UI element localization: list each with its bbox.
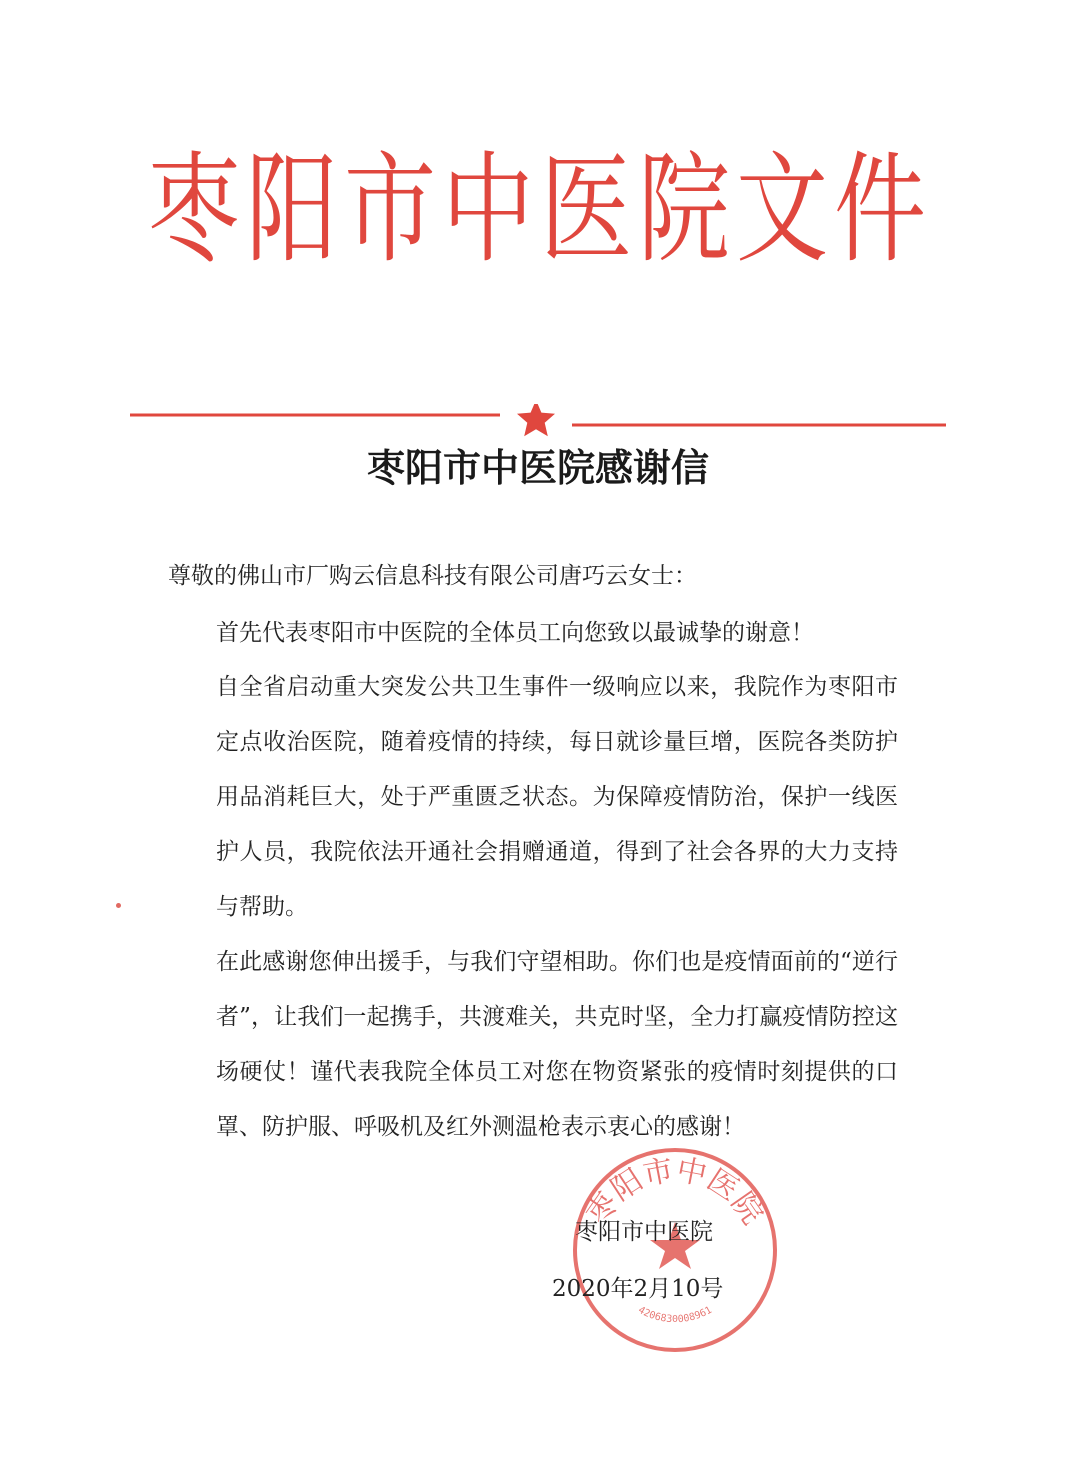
seal-number: 4206830008961 [636, 1304, 714, 1326]
star-icon [517, 404, 555, 436]
letter-title: 枣阳市中医院感谢信 [366, 446, 709, 490]
letter-paragraph-1 [168, 606, 898, 661]
red-divider [0, 404, 1076, 444]
letter-paragraph-2 [168, 660, 898, 935]
document-header-title: 枣阳市中医院文件 [147, 139, 932, 279]
paragraph-text: 在此感谢您伸出援手，与我们守望相助。你们也是疫情面前的“逆行者”，让我们一起携手，共渡难关，共克时坚，全力打赢疫情防控这场硬仗！谨代表我院全体员工对您在物资紧张的疫情时刻提供的口罩、防护服、呼吸机及红外测温枪表示衷心的感谢！ [216, 949, 898, 1140]
stray-mark [116, 903, 121, 908]
paragraph-text: 自全省启动重大突发公共卫生事件一级响应以来，我院作为枣阳市定点收治医院，随着疫情的持续，每日就诊量巨增，医院各类防护用品消耗巨大，处于严重匮乏状态。为保障疫情防治，保护一线医护人员，我院依法开通社会捐赠通道，得到了社会各界的大力支持与帮助。 [216, 674, 898, 920]
signature: 枣阳市中医院 [575, 1219, 713, 1245]
letter-date: 2020年2月10号 [552, 1276, 724, 1302]
paragraph-text: 首先代表枣阳市中医院的全体员工向您致以最诚挚的谢意！ [216, 620, 814, 646]
seal-text: 枣阳市中医院 [580, 1152, 770, 1231]
letter-paragraph-3 [168, 935, 898, 1155]
letter-greeting: 尊敬的佛山市厂购云信息科技有限公司唐巧云女士： [168, 563, 697, 589]
